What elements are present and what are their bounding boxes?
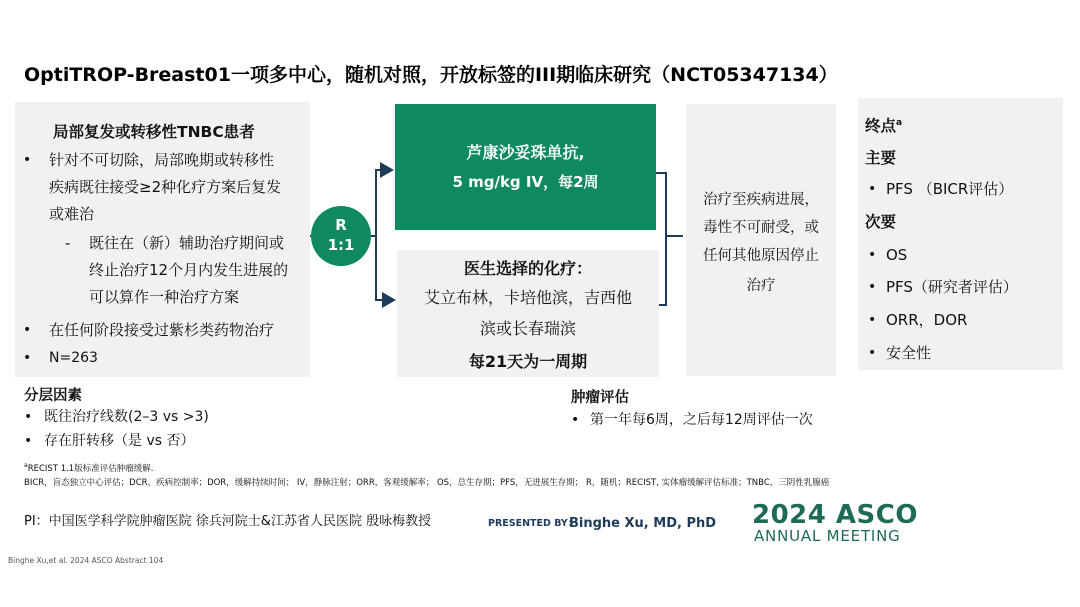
asco-logo-meeting: ANNUAL MEETING xyxy=(754,527,901,545)
endpoints-header-sup: a xyxy=(896,117,903,128)
connector-drug-until xyxy=(656,173,683,236)
patients-bullet1-line1: 针对不可切除，局部晚期或转移性 xyxy=(49,151,275,169)
asco-logo-year: 2024 ASCO xyxy=(752,500,918,530)
endpoints-box xyxy=(858,98,1063,370)
bullet-dot: • xyxy=(868,345,877,361)
footnote-a-sup: a xyxy=(24,462,28,470)
bullet-dot: • xyxy=(868,181,877,197)
tumor-assessment-item: 第一年每6周，之后每12周评估一次 xyxy=(590,412,813,428)
bullet-dot: • xyxy=(868,247,877,263)
tumor-assessment-header: 肿瘤评估 xyxy=(571,390,629,406)
patients-bullet2: 在任何阶段接受过紫杉类药物治疗 xyxy=(49,321,275,339)
until-line3: 任何其他原因停止 xyxy=(703,248,819,264)
patients-bullet1-line2: 疾病既往接受≥2种化疗方案后复发 xyxy=(49,178,282,196)
stratification-item2: 存在肝转移（是 vs 否） xyxy=(44,433,195,449)
chemo-arm-box xyxy=(397,250,659,377)
patients-bullet1-line3: 或难治 xyxy=(49,205,95,223)
stratification-item1: 既往治疗线数(2–3 vs >3) xyxy=(44,409,209,425)
secondary-item-safety: 安全性 xyxy=(886,344,932,362)
citation: Binghe Xu,et al. 2024 ASCO Abstract 104 xyxy=(8,556,164,565)
slide-title: OptiTROP-Breast01一项多中心，随机对照，开放标签的III期临床研究（NCT05347134） xyxy=(24,64,838,86)
randomization-r: R xyxy=(335,216,347,234)
randomization-ratio: 1:1 xyxy=(327,236,355,254)
drug-arm-line1: 芦康沙妥珠单抗, xyxy=(466,143,585,162)
patients-header: 局部复发或转移性TNBC患者 xyxy=(53,123,255,141)
endpoints-header-text: 终点 xyxy=(865,117,897,135)
until-line2: 毒性不可耐受，或 xyxy=(703,220,819,236)
until-line1: 治疗至疾病进展， xyxy=(703,192,819,208)
stratification-header: 分层因素 xyxy=(24,388,82,404)
chemo-arm-line2: 滨或长春瑞滨 xyxy=(479,319,576,338)
secondary-item-os: OS xyxy=(886,246,908,264)
footnote-a xyxy=(24,462,153,474)
sub-dash: - xyxy=(65,234,71,252)
bullet-dot: • xyxy=(868,279,877,295)
bullet-dot: • xyxy=(571,412,580,428)
footnote-abbrev: BICR，盲态独立中心评估；DCR，疾病控制率；DOR，缓解持续时间； IV，静脉注射；ORR，客观缓解率； OS，总生存期；PFS，无进展生存期； R，随机；RECIST, 实体瘤缓解评估标准；TNBC，三阴性乳腺癌 xyxy=(24,478,830,488)
pi-line: PI：中国医学科学院肿瘤医院 徐兵河院士&江苏省人民医院 殷咏梅教授 xyxy=(24,514,432,529)
chemo-arm-line1: 艾立布林，卡培他滨，吉西他 xyxy=(423,288,632,307)
bullet-dot: • xyxy=(24,433,33,449)
endpoints-header xyxy=(865,114,902,136)
presented-by-label: PRESENTED BY： xyxy=(488,518,578,529)
secondary-item-pfs: PFS（研究者评估） xyxy=(886,278,1018,296)
secondary-label: 次要 xyxy=(865,213,897,231)
bullet-dot: • xyxy=(23,350,32,366)
treatment-until-box xyxy=(686,104,836,376)
patients-sub-line2: 终止治疗12个月内发生进展的 xyxy=(89,261,289,279)
primary-item: PFS （BICR评估） xyxy=(886,180,1014,198)
connector-chemo-until xyxy=(659,236,666,305)
chemo-arm-header: 医生选择的化疗： xyxy=(463,259,592,278)
arrow-to-drug xyxy=(371,170,392,236)
drug-arm-box xyxy=(395,104,656,230)
primary-label: 主要 xyxy=(865,149,897,167)
drug-arm-line2: 5 mg/kg IV，每2周 xyxy=(452,173,599,191)
bullet-dot: • xyxy=(23,152,32,168)
patients-sub-line1: 既往在（新）辅助治疗期间或 xyxy=(89,234,285,252)
patients-bullet3: N=263 xyxy=(49,350,98,366)
bullet-dot: • xyxy=(24,409,33,425)
randomization-circle xyxy=(311,206,371,266)
patients-sub-line3: 可以算作一种治疗方案 xyxy=(89,288,240,306)
arrow-to-chemo xyxy=(376,236,394,300)
bullet-dot: • xyxy=(868,312,877,328)
secondary-item-orr: ORR，DOR xyxy=(886,311,968,329)
chemo-cycle: 每21天为一周期 xyxy=(468,352,588,371)
presented-by-name: Binghe Xu, MD, PhD xyxy=(569,516,717,531)
footnote-a-text: RECIST 1.1版标准评估肿瘤缓解. xyxy=(27,464,154,474)
until-line4: 治疗 xyxy=(746,278,776,294)
bullet-dot: • xyxy=(23,322,32,338)
